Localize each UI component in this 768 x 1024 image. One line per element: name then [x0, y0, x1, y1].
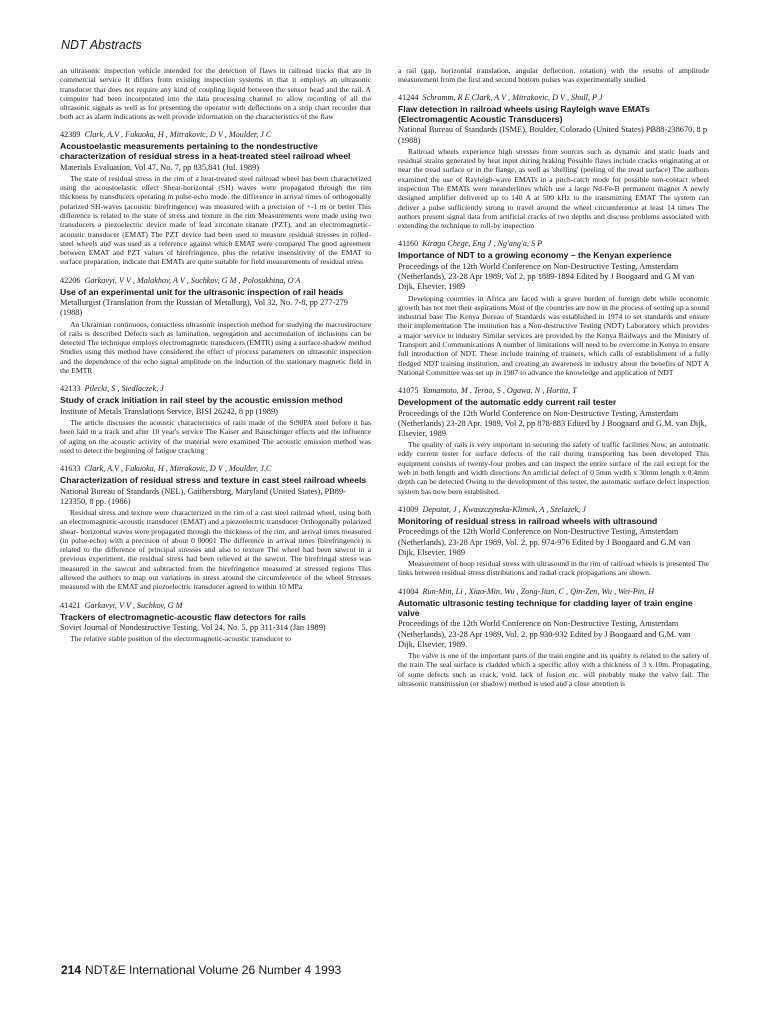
- abstract-entry: [60, 464, 371, 591]
- left-column: [60, 66, 371, 653]
- entry-meta: [398, 93, 709, 103]
- entry-title: Characterization of residual stress and texture in cast steel railroad wheels: [60, 475, 367, 486]
- entry-abstract: The state of residual stress in the rim of a heat-treated steel railroad wheel has been characterized using the acoustoelastic effect Shear-horizontal (SH) waves were propagated through the rim thickness by transducers operating in pulse-echo mode. the difference in arrival times of orthogonally polarized SH-waves (acoustic birefringence) was measured with a precision of +-1 ns or better This difference is related to the state of stress and texture in the rim Measurements were made using two transducers a piezoelectric device made of lead zirconate titanate (PZT), and an electromagnetic-acoustic transducer (EMAT) The PZT device had been used to measure residual stresses in rolled-steel wheels and was used as a reference against which EMAT were compared The good agreement between EMAT and PZT values of birefringence, plus the relative insensitivity of the EMAT to surface preparation, indicate that EMATs are quite suitable for field measurements of residual stress: [60, 173, 371, 267]
- entry-title: Acoustoelastic measurements pertaining to the nondestructive characterization of residual stress in a heat-treated steel railroad wheel: [60, 140, 351, 162]
- entry-meta: [398, 505, 709, 515]
- entry-title: Use of an experimental unit for the ultrasonic inspection of rail heads: [60, 286, 344, 297]
- entry-title: Development of the automatic eddy current rail tester: [398, 397, 617, 408]
- abstract-entry: [60, 130, 371, 267]
- entry-source: Institute of Metals Translations Service, BISI 26242, 8 pp (1989): [60, 406, 278, 416]
- entry-abstract: Residual stress and texture were characterized in the rim of a cast steel railroad wheel, using both an electromagnetic-acoustic transducer (EMAT) and a piezoelectric transducer Orthogonally polarized shear- horizontal waves were propagated through the thickness of the rim, and arrival times measured (in pulse-echo) with a precision of about 0 00001 The difference in arrival times (birefringence) is related to the difference of principal stresses and also to texture The wheel had been sawcut in a previous experiment, the residual stress had been relieved at the sawcut. The birefringal stress was measured in the sawcut and subtracted from the birefringence measured at stressed regions This allowed the authors to map out variations in stress around the circumference of the wheel Stresses measured with the EMAT and piezoelectric transducer agreed to within 10 MPa: [60, 507, 371, 592]
- entry-source: Soviet Journal of Nondestructive Testing, Vol 24, No. 5, pp 311-314 (Jan 1989): [60, 623, 326, 633]
- page-number: 214: [61, 963, 82, 977]
- entry-id: 41633: [60, 464, 81, 474]
- abstract-entry: [398, 93, 709, 231]
- abstract-entry: [60, 601, 371, 644]
- entry-source: Proceedings of the 12th World Conference on Non-Destructive Testing, Amsterdam (Netherlands), 23-28 Apr 1989, Vol. 2, pp. 974-976 Edited by J Boogaard and G.M van Dijk, Elsevier, 1989: [398, 527, 691, 557]
- page-header: NDT Abstracts: [61, 38, 142, 52]
- entry-meta: [398, 239, 709, 249]
- entry-title: Monitoring of residual stress in railroad wheels with ultrasound: [398, 515, 658, 526]
- entry-id: 41075: [398, 386, 419, 396]
- entry-authors: Garkavyi, V V , Suchkov, G M: [84, 600, 183, 610]
- entry-id: 41160: [398, 239, 419, 249]
- entry-source: National Bureau of Standards (NEL), Gaithersburg, Maryland (United States), PB89-123350, 8 pp. (1986): [60, 486, 346, 506]
- entry-authors: Schramm, R E Clark, A V , Mitrakovic, D V , Shull, P J: [422, 92, 603, 102]
- entry-source: Materials Evaluation, Vol 47, No. 7, pp 835,841 (Jul. 1989): [60, 162, 260, 172]
- entry-authors: Kiragu Chege, Eng J , Ng'ang'a, S P: [422, 239, 543, 249]
- right-column: [398, 66, 709, 697]
- continuation-text: an ultrasonic inspection vehicle intended for the detection of flaws in railroad tracks that are in commercial service It differs from existing inspection systems in that it employs an ultrasonic transducer that does not require any kind of coupling liquid between the sensor head and the rail. A computer had been incorporated into the data processing channel to allow recording of all the ultrasonic signals as well as for presenting the operator with deflections on a strip chart recorder that both act as alarm indications as well provide information on the characteristics of the flaw: [60, 66, 371, 122]
- entry-title: Study of crack initiation in rail steel by the acoustic emission method: [60, 395, 343, 406]
- entry-title: Importance of NDT to a growing economy – the Kenyan experience: [398, 250, 672, 261]
- journal-citation: NDT&E International Volume 26 Number 4 1993: [85, 963, 342, 977]
- entry-authors: Deputat, J , Kwaszczynska-Klimek, A , Szelazek, J: [422, 504, 586, 514]
- entry-abstract: An Ukrainian continuous, contactless ultrasonic inspection method for studying the macrostructure of rails is described Defects such as lamination, segregation and accumulation of inclusions can be detected The technique employs electromagnetic transducers (EMTR) using a surface-shadow method Studies using this method have considered the effect of process parameters on ultrasonic inspection and the dependence of the echo signal amplitude on the induction of the stationary magnetic field in the EMTR: [60, 319, 371, 376]
- abstract-entry: [398, 386, 709, 496]
- entry-abstract: Railroad wheels experience high stresses from sources such as dynamic and static loads and residual strains generated by heat input during braking Possible flaws include cracks originating at or near the tread surface or in the flange, as well as 'shelling' (peeling of the tread surface) The authors examined the use of Rayleigh-wave EMATs in a pitch-catch mode for possible non-contact wheel inspection The EMATs were meanderlines which use a large Nd-Fe-B permanent magnet A newly designed amplifier delivered up to 140 A at 500 kHz to the transmitting EMAT The system can deliver a pulse sufficiently strong to travel around the wheel circumference at least 14 times The authors present signal data from artificial cracks of two depths and discuss problems associated with extending the technique to roll-by inspection: [398, 146, 709, 231]
- entry-source: National Bureau of Standards (ISME), Boulder, Colorado (United States) PB88-238670, 8 p (1988): [398, 125, 708, 145]
- entry-id: 42206: [60, 275, 81, 285]
- entry-id: 41009: [398, 504, 419, 514]
- entry-source: Proceedings of the 12th World Conference on Non-Destructive Testing, Amsterdam (Netherlands), 23-28 Apr 1989, Vol. 2, pp 930-932 Edited by J Boogaard and G.M. van Dijk, Elsevier, 1989.: [398, 619, 691, 649]
- entry-abstract: Measurement of hoop residual stress with ultrasound in the rim of railroad wheels is presented The links between residual stress distributions and radial crack propagations are shown.: [398, 558, 709, 578]
- entry-source: Proceedings of the 12th World Conference on Non-Destructive Testing, Amsterdam (Netherlands), 23-28 Apr 1989, Vol 2, pp 1889-1894 Edited by J Boogaard and G M van Dijk, Elsevier, 1989: [398, 261, 695, 292]
- entry-authors: Yamamoto, M , Terao, S , Ogawa, N , Horita, T: [422, 386, 577, 396]
- abstract-entry: [398, 239, 709, 377]
- entry-abstract: The article discusses the acoustic characteristics of rails made of the St90PA steel before it has been laid in a track and after 10 year's service The Kaiser and Bauschinger effects and the influence of aging on the acoustic activity of the material were examined The acoustic emission method was used to detect the beginning of fatigue cracking: [60, 417, 371, 455]
- entry-id: 41421: [60, 600, 81, 610]
- entry-title: Trackers of electromagnetic-acoustic flaw detectors for rails: [60, 611, 306, 622]
- abstract-entry: [60, 384, 371, 455]
- entry-meta: [60, 130, 371, 140]
- entry-abstract: The quality of rails is very important in securing the safety of traffic facilities Now, an automatic eddy current tester for surface defects of the rail during transporting has been developed This equipment consists of twenty-four probes and can inspect the entire surface of the rail except for the web in both length and width directions An artificial defect of 0 5mm width x 30mm length x 0.4mm depth can be detected Owing to the development of this tester, the automatic surface defect inspection system has now been established.: [398, 440, 709, 496]
- entry-abstract: Developing countries in Africa are faced with a grave burden of foreign debt while economic growth has not met their aspirations Most of the countries are now in the process of setting up a sound industrial base The Kenya Bureau of Standards was established in 1974 to set standards and ensure their implementation The institution has a Non-destructive Testing (NDT) Laboratory which provides a major service to industry Similar services are provided by the Kenya Railways and the Ministry of Transport and Communications A number of limitations will need to be overcome in Kenya to ensure full introduction of NDT. These include training of trainers, which calls of establishment of a fully fledged NDT training institution, and creating an awareness in industry about the benefits of NDT A National Committee was set up in 1987 to advance the knowledge and application of NDT: [398, 293, 709, 377]
- entry-meta: [60, 464, 371, 474]
- entry-id: 42133: [60, 384, 81, 394]
- entry-authors: Clark, A.V , Fukuoka, H , Mitrakovic, D V , Moulder, J C: [84, 129, 272, 139]
- entry-meta: [398, 386, 709, 396]
- entry-id: 42389: [60, 129, 81, 139]
- entry-meta: [60, 601, 371, 611]
- entry-authors: Run-Min, Li , Xiao-Min, Wu , Zong-Jian, C , Qin-Zen, Wu , Wei-Pin, H: [422, 586, 655, 596]
- abstract-entry: [398, 505, 709, 578]
- entry-authors: Pilecki, S , Siedlaczek, J: [84, 384, 164, 394]
- entry-meta: [60, 384, 371, 394]
- entry-authors: Garkavyi, V V , Malakhov, A V , Suchkov, G M , Polosukhina, O A: [84, 275, 301, 285]
- abstract-entry: [398, 587, 709, 689]
- entry-source: Metallurgist (Translation from the Russian of Metallurg), Vol 32, No. 7-8, pp 277-279 (1988): [60, 298, 348, 318]
- entry-id: 41244: [398, 92, 419, 102]
- entry-authors: Clark, A.V , Fukuoka, H , Mitrakovic, D V , Moulder, J.C: [84, 464, 272, 474]
- abstract-entry: [60, 276, 371, 376]
- entry-title: Automatic ultrasonic testing technique for cladding layer of train engine valve: [398, 597, 693, 618]
- continuation-text: a rail (gap, horizontal translation, angular deflection, rotation) with the results of amplitude measurement from the first and second bottom pulses was experimentally studied: [398, 66, 709, 85]
- entry-id: 41004: [398, 586, 419, 596]
- entry-meta: [60, 276, 371, 286]
- entry-source: Proceedings of the 12th World Conference on Non-Destructive Testing, Amsterdam (Netherlands) 23-28 Apr. 1989, Vol 2, pp 878-883 Edited by J Boogaard and G.M. van Dijk, Elsevier, 1989: [398, 408, 707, 438]
- entry-abstract: The valve is one of the important parts of the train engine and its quality is related to the safety of the train The seal surface is cladded which a specific alloy with a thickness of 3 x 10m. Propagating of some defects such as crack, void, lack of fusion etc. will probably make the valve fail. The ultrasonic transmission (or shadow) method is used and a close attention is: [398, 651, 709, 688]
- entry-meta: [398, 587, 709, 597]
- entry-abstract: The relative stable position of the electromagnetic-acoustic transducer to: [70, 634, 291, 644]
- page-footer: [61, 963, 341, 977]
- entry-title: Flaw detection in railroad wheels using Rayleigh wave EMATs (Electromagentic Acoustic Transducers): [398, 103, 650, 124]
